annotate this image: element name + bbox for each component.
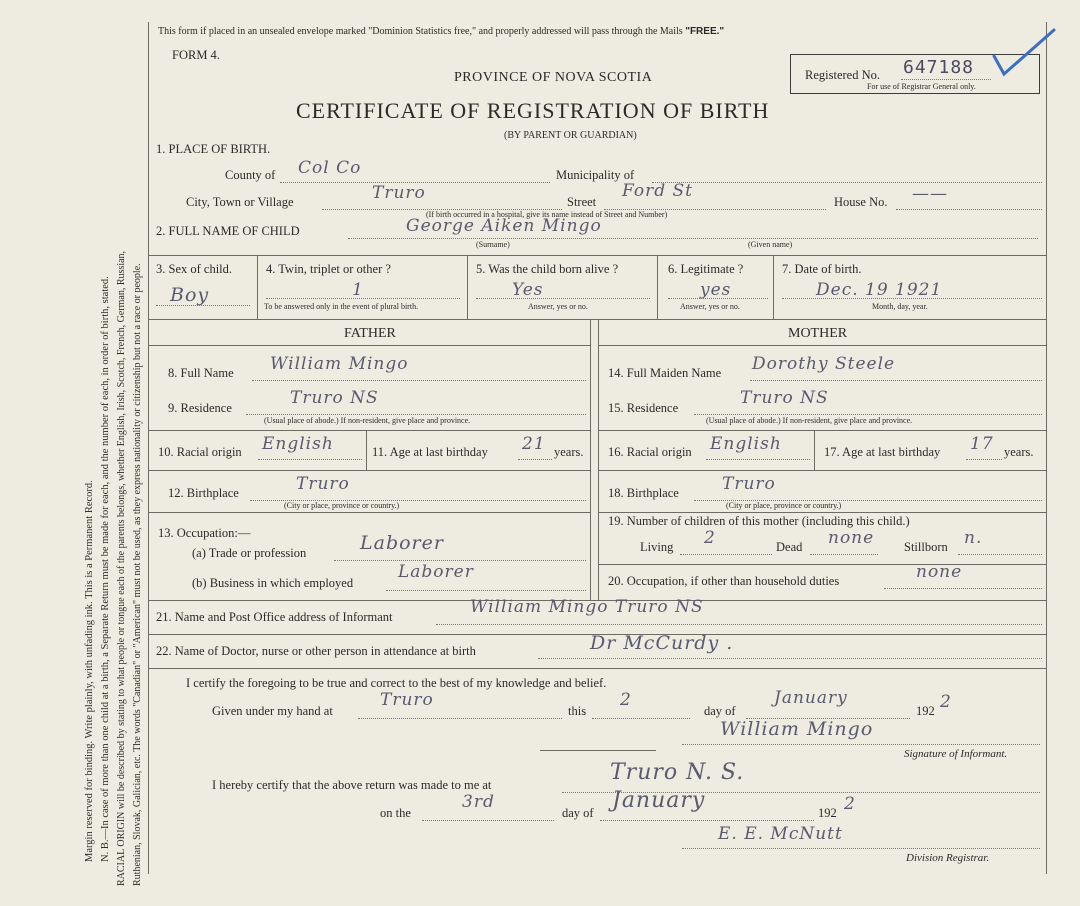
certify-year-printed: 192: [916, 704, 935, 718]
mother-birthplace-note: (City or place, province or country.): [726, 501, 842, 510]
place-heading: 1. PLACE OF BIRTH.: [156, 142, 271, 156]
certify-day-of-label: day of: [704, 704, 736, 718]
margin-note-2: N. B.—In case of more than one child at a birth, a Separate Return must be made for each, and the number of each, in order of birth, stated.: [100, 276, 111, 862]
certify-month: January: [774, 688, 848, 708]
father-racial-label: 10. Racial origin: [158, 445, 242, 459]
father-residence-label: 9. Residence: [168, 401, 232, 415]
mother-birthplace-label: 18. Birthplace: [608, 486, 679, 500]
legitimate-note: Answer, yes or no.: [680, 302, 740, 311]
mother-residence-value: Truro NS: [740, 388, 829, 408]
registrar-statement: I hereby certify that the above return was made to me at: [212, 778, 492, 792]
surname-note: (Surname): [476, 240, 510, 249]
informant-signature: William Mingo: [720, 718, 874, 740]
registered-label: Registered No.: [805, 68, 880, 82]
child-name-value: George Aiken Mingo: [406, 216, 602, 236]
father-racial-value: English: [262, 434, 334, 454]
legitimate-label: 6. Legitimate ?: [668, 262, 744, 276]
hospital-note: (If birth occurred in a hospital, give its name instead of Street and Number): [426, 210, 668, 219]
business-label: (b) Business in which employed: [192, 576, 354, 590]
free-label: "FREE.": [685, 26, 725, 37]
informant-value: William Mingo Truro NS: [470, 597, 704, 617]
informant-label: 21. Name and Post Office address of Informant: [156, 610, 393, 624]
province-heading: PROVINCE OF NOVA SCOTIA: [454, 70, 653, 85]
informant-signature-label: Signature of Informant.: [904, 748, 1008, 760]
stillborn-value: n.: [964, 528, 983, 548]
living-label: Living: [640, 540, 674, 554]
registrar-signature: E. E. McNutt: [718, 824, 843, 844]
margin-note-4: Ruthenian, Slovak, Galician, etc. The words "Canadian" or "American" must not be used, as they express nationality or citizenship but not a race or people.: [132, 263, 143, 886]
mother-occupation-value: none: [916, 562, 963, 582]
mother-residence-label: 15. Residence: [608, 401, 679, 415]
dead-value: none: [828, 528, 875, 548]
father-birthplace-label: 12. Birthplace: [168, 486, 239, 500]
twin-value: 1: [352, 280, 364, 300]
father-heading: FATHER: [344, 326, 396, 341]
dob-label: 7. Date of birth.: [782, 262, 862, 276]
mother-age-label: 17. Age at last birthday: [824, 445, 941, 459]
county-label: County of: [225, 168, 276, 182]
trade-label: (a) Trade or profession: [192, 546, 307, 560]
registrar-note: For use of Registrar General only.: [867, 82, 976, 91]
doctor-value: Dr McCurdy .: [590, 632, 734, 654]
alive-note: Answer, yes or no.: [528, 302, 588, 311]
twin-label: 4. Twin, triplet or other ?: [266, 262, 391, 276]
right-border: [1046, 22, 1047, 874]
registrar-signature-label: Division Registrar.: [906, 852, 990, 864]
occupation-label: 13. Occupation:—: [158, 526, 251, 540]
mother-years: years.: [1004, 445, 1034, 459]
envelope-note: [158, 26, 724, 37]
father-birthplace-value: Truro: [296, 474, 350, 494]
dob-value: Dec. 19 1921: [816, 280, 943, 300]
given-name-note: (Given name): [748, 240, 793, 249]
registrar-place: Truro N. S.: [610, 760, 745, 785]
given-place: Truro: [380, 690, 434, 710]
father-years: years.: [554, 445, 584, 459]
county-value: Col Co: [298, 158, 362, 178]
child-name-label: 2. FULL NAME OF CHILD: [156, 224, 300, 238]
mother-racial-label: 16. Racial origin: [608, 445, 692, 459]
mother-racial-value: English: [710, 434, 782, 454]
house-value: ——: [912, 184, 948, 204]
mother-residence-note: (Usual place of abode.) If non-resident, give place and province.: [706, 416, 913, 425]
municipality-label: Municipality of: [556, 168, 635, 182]
given-label: Given under my hand at: [212, 704, 333, 718]
stillborn-label: Stillborn: [904, 540, 948, 554]
registrar-month: January: [612, 788, 706, 813]
mother-birthplace-value: Truro: [722, 474, 776, 494]
doctor-label: 22. Name of Doctor, nurse or other person in attendance at birth: [156, 644, 476, 658]
mother-name-label: 14. Full Maiden Name: [608, 366, 722, 380]
twin-note: To be answered only in the event of plural birth.: [264, 302, 419, 311]
margin-note-1: Margin reserved for binding. Write plainly, with unfading ink. This is a Permanent Record.: [84, 480, 95, 862]
living-value: 2: [704, 528, 716, 548]
father-name-label: 8. Full Name: [168, 366, 234, 380]
registrar-day: 3rd: [462, 792, 495, 812]
certify-year-written: 2: [940, 692, 952, 712]
house-label: House No.: [834, 195, 888, 209]
envelope-note-text: This form if placed in an unsealed envelope marked "Dominion Statistics free," and properly addressed will pass through the Mails: [158, 26, 683, 37]
street-label: Street: [567, 195, 597, 209]
margin-note-3: RACIAL ORIGIN will be described by stating to what people or tongue each of the parents belongs, whether English, Irish, Scotch, French, German, Russian,: [116, 250, 127, 886]
left-border: [148, 22, 149, 874]
registrar-year-printed: 192: [818, 806, 837, 820]
mother-heading: MOTHER: [788, 326, 848, 341]
alive-value: Yes: [512, 280, 544, 300]
mother-name-value: Dorothy Steele: [752, 354, 896, 374]
alive-label: 5. Was the child born alive ?: [476, 262, 619, 276]
dob-note: Month, day, year.: [872, 302, 928, 311]
sex-value: Boy: [170, 284, 210, 306]
street-value: Ford St: [622, 181, 693, 201]
children-count-label: 19. Number of children of this mother (including this child.): [608, 514, 910, 528]
dead-label: Dead: [776, 540, 803, 554]
legitimate-value: yes: [700, 280, 732, 300]
father-residence-value: Truro NS: [290, 388, 379, 408]
trade-value: Laborer: [360, 532, 444, 554]
certify-statement: I certify the foregoing to be true and correct to the best of my knowledge and belief.: [186, 676, 607, 690]
registrar-year-written: 2: [844, 794, 856, 814]
registrar-day-of-label: day of: [562, 806, 594, 820]
check-mark-icon: [990, 26, 1060, 82]
father-age-label: 11. Age at last birthday: [372, 445, 488, 459]
father-name-value: William Mingo: [270, 354, 409, 374]
this-day: 2: [620, 690, 632, 710]
city-label: City, Town or Village: [186, 195, 294, 209]
mother-occupation-label: 20. Occupation, if other than household duties: [608, 574, 840, 588]
sex-label: 3. Sex of child.: [156, 262, 233, 276]
on-the-label: on the: [380, 806, 411, 820]
father-age-value: 21: [522, 434, 546, 454]
business-value: Laborer: [398, 562, 474, 582]
father-residence-note: (Usual place of abode.) If non-resident, give place and province.: [264, 416, 471, 425]
father-birthplace-note: (City or place, province or country.): [284, 501, 400, 510]
city-value: Truro: [372, 183, 426, 203]
certificate-subtitle: (BY PARENT OR GUARDIAN): [504, 130, 637, 141]
certificate-title: CERTIFICATE OF REGISTRATION OF BIRTH: [296, 98, 770, 123]
form-number: FORM 4.: [172, 48, 220, 62]
mother-age-value: 17: [970, 434, 994, 454]
this-label: this: [568, 704, 587, 718]
registered-number: 647188: [903, 57, 975, 78]
